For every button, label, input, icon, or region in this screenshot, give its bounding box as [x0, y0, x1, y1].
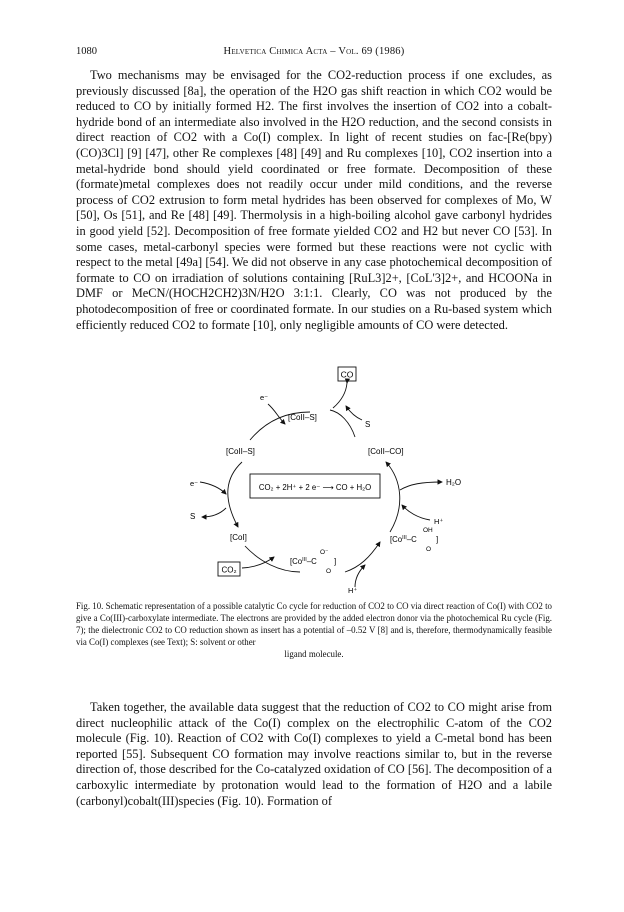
journal-title: Helvetica Chimica Acta – Vol. 69 (1986) [223, 46, 405, 57]
proton-bottom: H⁺ [348, 586, 358, 595]
paragraph-conclusion: Taken together, the available data suggest that the reduction of CO2 to CO might arise from direct nucleophilic attack of the Co(I) complex on the electrophilic C-atom of the CO2 molecule (Fig. 10). Reaction of CO2 with Co(I) complexes to yield a C-metal bond has been reported [55]. Subsequent CO formation may involve reactions similar to, but in the reverse direction of, those described for the Co-catalyzed oxidation of CO [56]. The decomposition of a carboxylic intermediate by protonation would lead to the formation of H2O and a labile (carbonyl)cobalt(III)species (Fig. 10). Formation of [76, 700, 552, 808]
arrow-electron-in [268, 404, 285, 424]
arrow-co2-in [242, 557, 274, 568]
page-number: 1080 [76, 46, 97, 57]
arrow-water-out [400, 482, 442, 490]
cobalt-i: [CoI] [230, 533, 247, 542]
hydroxy-bracket: ] [436, 535, 439, 544]
arrow-proton-in-bottom [355, 565, 365, 587]
hydroxy-o: O [426, 546, 432, 553]
co2-reactant-label: CO₂ [221, 565, 237, 575]
caption-last-line: ligand molecule. [284, 649, 344, 659]
arrow-solvent-out [202, 508, 226, 517]
electron-left: e⁻ [190, 479, 199, 488]
hydroxycarbonyl-intermediate: [$Co^{III}-C$ [390, 535, 417, 544]
arrow-co-out [333, 383, 347, 408]
paragraph-mechanisms: Two mechanisms may be envisaged for the CO2-reduction process if one excludes, as previously discussed [8a], the operation of the H2O gas shift reaction in which CO2 would be reduced to CO by initially formed H2. The first involves the insertion of CO2 into a cobalt-hydride bond of an intermediate also involved in the H2O reduction, and the second consists in direct reaction of CO2 with a Co(I) complex. In light of recent studies on fac-[Re(bpy)(CO)3Cl] [9] [47], other Re complexes [48] [49] and Ru complexes [10], CO2 insertion into a metal-hydride bond should yield coordinated or free formate. Decomposition of these (formate)metal complexes does not readily occur under mild conditions, and the reverse process of CO2 extrusion to form metal hydrides has been observed for complexes of Mo, W [50], Os [51], and Re [48] [49]. Thermolysis in a high-boiling alcohol gave carbonyl hydrides in good yield [52]. Decomposition of free formate yielded CO2 and H2 but never CO [53]. In some cases, metal-carbonyl species were formed but these reactions were not cyclic with respect to the metal [49a] [54]. We did not observe in any case photochemical decomposition of formate to CO on irradiation of solutions containing [RuL3]2+, [CoL'3]2+, and HCOONa in DMF or MeCN/(HOCH2CH2)3N/H2O 3:1:1. Clearly, CO was not produced by the photodecomposition of free or coordinated formate. In our studies on a Ru-based system which efficiently reduced CO2 to formate [10], only negligible amounts of CO were detected. [76, 68, 552, 332]
caption-text: Fig. 10. Schematic representation of a possible catalytic Co cycle for reduction of CO2 to CO via direct reaction of Co(I) with CO2 to give a Co(III)-carboxylate intermediate. The electrons are provided by the added electron donor via the photochemical Ru cycle (Fig. 7); the dielectronic CO2 to CO reduction shown as insert has a potential of –0.52 V [8] and is, therefore, thermodynamically feasible via Co(I) complexes (see Text); S: solvent or other [76, 601, 552, 647]
carboxylate-o: O [326, 568, 332, 575]
carboxylate-bracket: ] [334, 557, 337, 566]
cobalt-solvent-top: [CoII–S] [288, 413, 317, 422]
arrow-proton-in-right [402, 505, 430, 520]
hydroxy-oh: OH [423, 527, 433, 534]
solvent-left: S [190, 512, 196, 521]
solvent-top-right: S [365, 420, 371, 429]
water-right: H₂O [446, 478, 462, 487]
figure-caption [76, 600, 552, 660]
arc-upper-right [330, 410, 355, 437]
arrow-electron-left [200, 482, 226, 494]
catalytic-cycle-figure [150, 362, 480, 597]
arrow-solvent-in [346, 406, 362, 420]
arc-left [228, 462, 242, 527]
electron-top: e⁻ [260, 393, 269, 402]
arc-right [386, 462, 400, 532]
carboxylate-o-minus: O⁻ [320, 549, 329, 556]
cobalt-carbonyl-right: [CoII–CO] [368, 447, 404, 456]
proton-right: H⁺ [434, 517, 444, 526]
co-product-label: CO [340, 369, 354, 380]
cobalt-solvent-left: [CoII–S] [226, 447, 255, 456]
cycle-diagram [150, 362, 480, 597]
running-header [76, 46, 552, 60]
center-equation: CO₂ + 2H⁺ + 2 e⁻ ⟶ CO + H₂O [258, 483, 372, 492]
carboxylate-intermediate: [$Co^{III}-C$ [290, 557, 317, 566]
